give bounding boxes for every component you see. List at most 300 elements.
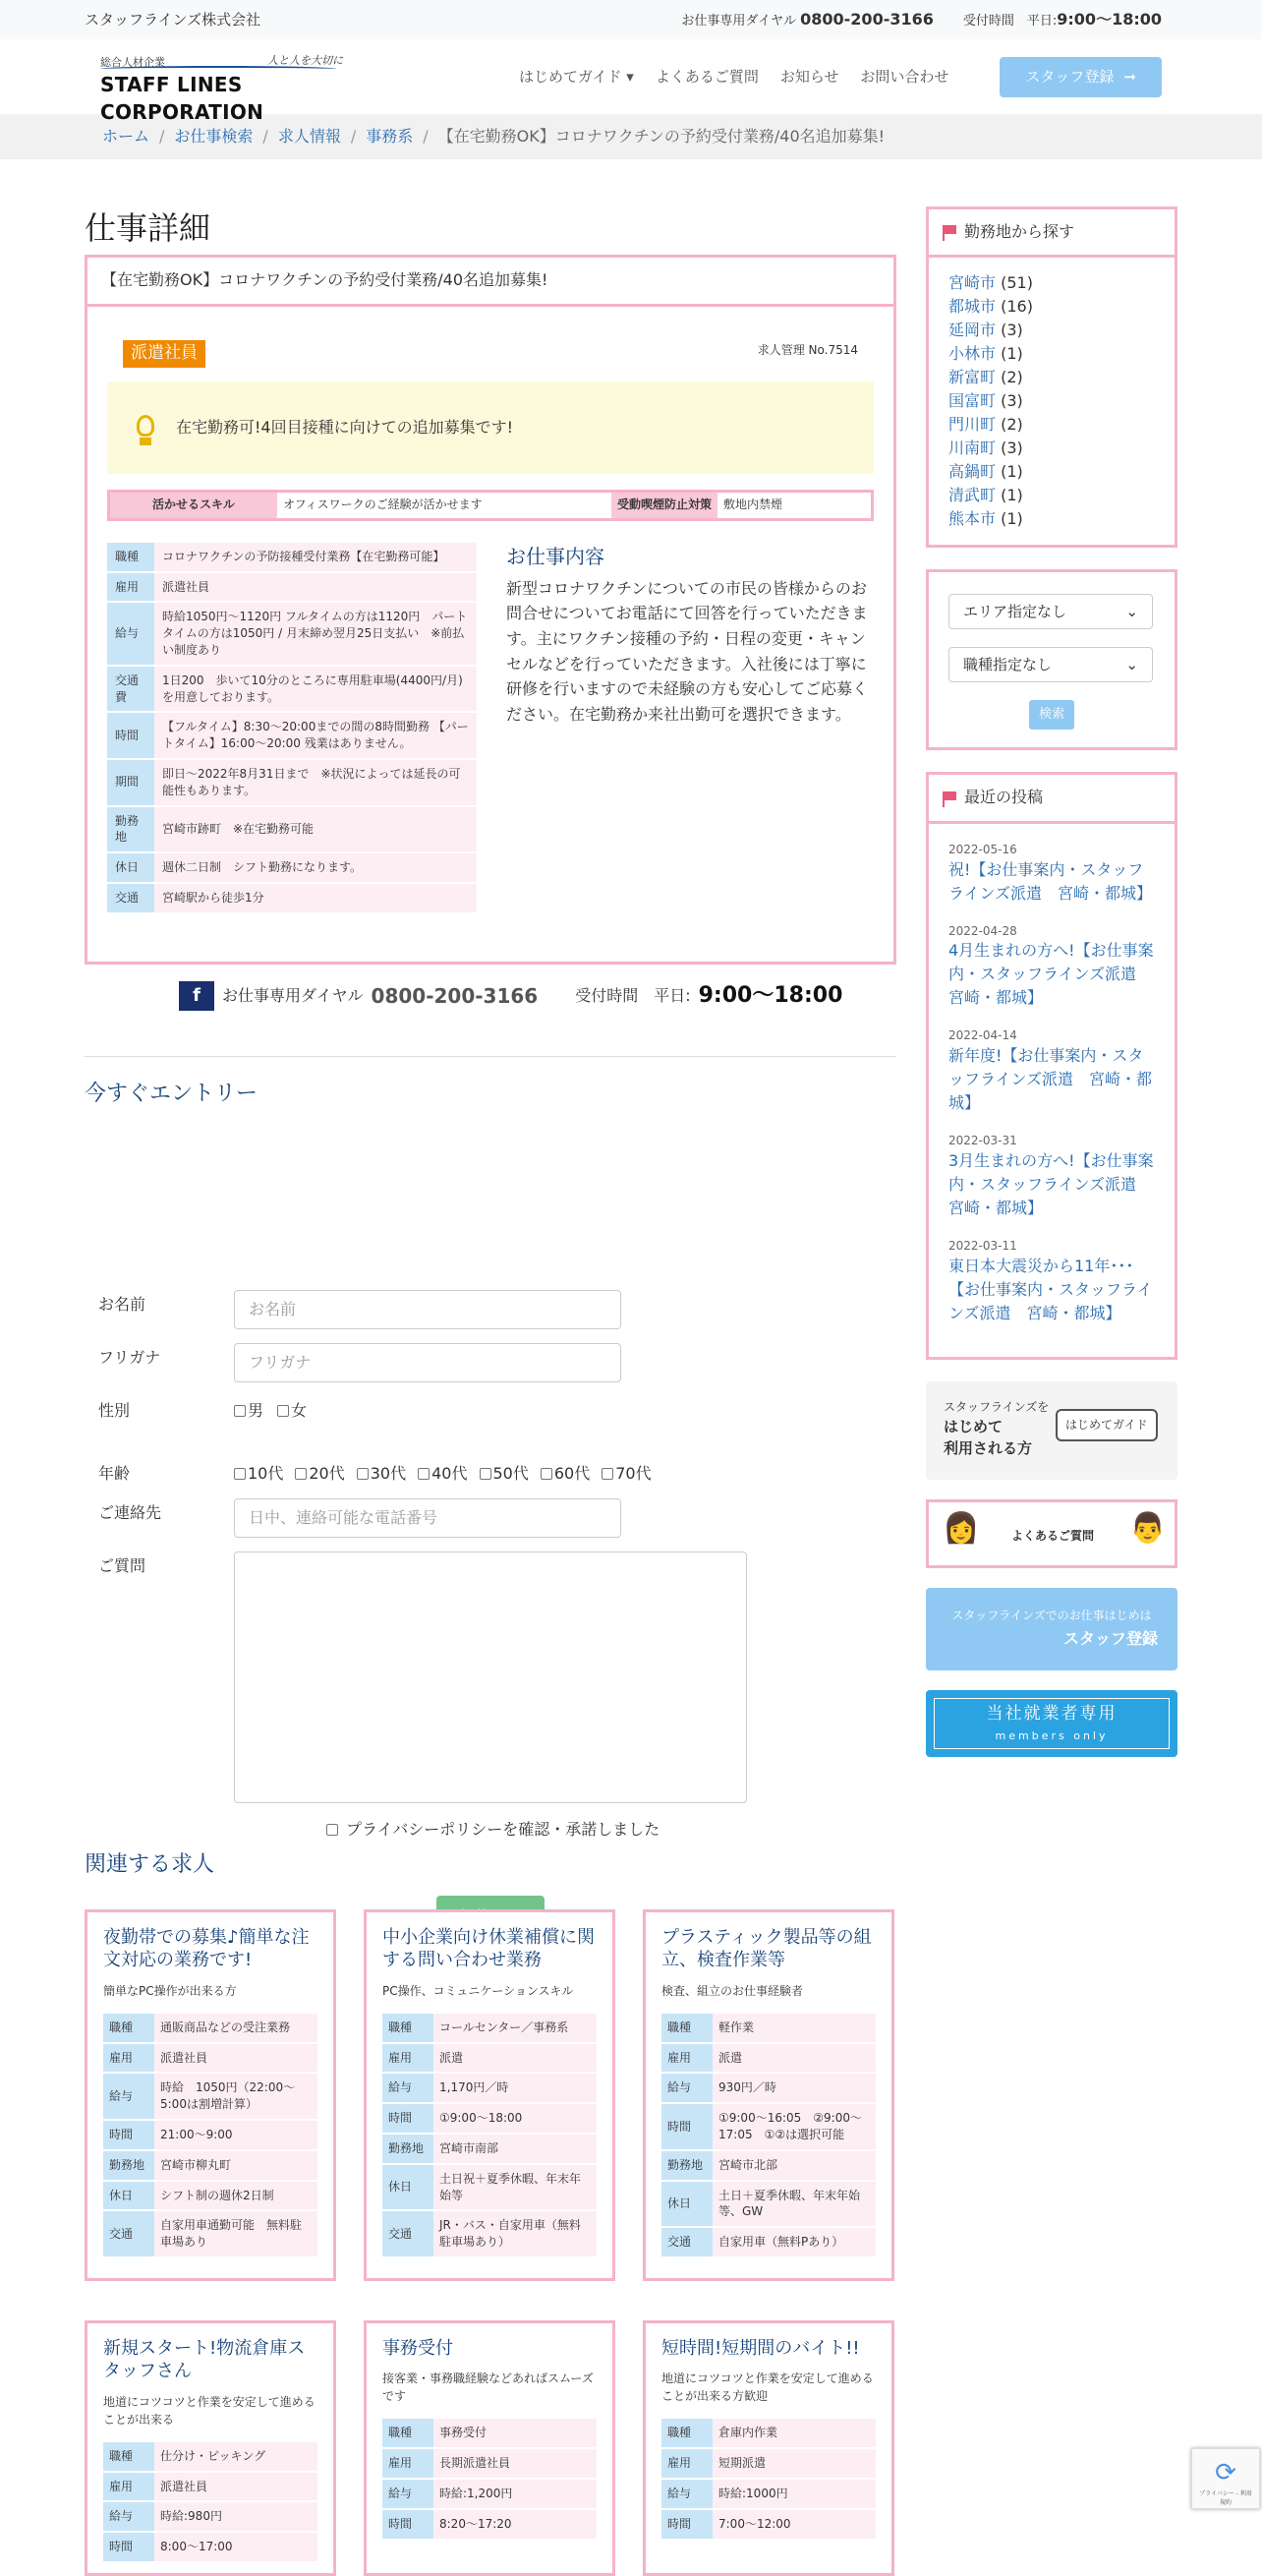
crumb-home[interactable]: ホーム	[102, 126, 150, 146]
card-title[interactable]: 中小企業向け休業補償に関する問い合わせ業務	[382, 1927, 595, 1971]
card-key: 勤務地	[103, 2150, 154, 2181]
area-link[interactable]: 宮崎市	[948, 273, 997, 293]
card-key: 職種	[103, 2442, 154, 2472]
card-row	[661, 2509, 876, 2540]
card-value: JR・バス・自家用車（無料駐車場あり）	[433, 2210, 597, 2257]
age-option-label: 20代	[309, 1464, 345, 1483]
area-count: (3)	[996, 439, 1023, 458]
phone-banner	[179, 981, 842, 1012]
card-value: 時給:980円	[154, 2501, 317, 2532]
top-bar	[0, 0, 1262, 39]
post-date: 2022-04-14	[948, 1028, 1017, 1043]
area-link[interactable]: 門川町	[948, 415, 997, 435]
related-title: 関連する求人	[85, 1852, 215, 1877]
entry-form	[85, 1080, 896, 1839]
spec-key: 交通	[107, 883, 154, 913]
card-key: 職種	[103, 2014, 154, 2043]
post-item	[948, 1238, 1155, 1325]
card-key: 勤務地	[382, 2134, 433, 2164]
card-value: 派遣	[433, 2043, 597, 2074]
card-key: 休日	[382, 2164, 433, 2211]
card-row	[661, 2073, 876, 2103]
age-option[interactable]	[480, 1463, 529, 1485]
dial-label: お仕事専用ダイヤル	[681, 13, 796, 29]
card-row	[382, 2479, 597, 2509]
card-subtitle: 検査、組立のお仕事経験者	[661, 1983, 804, 1998]
reg-line1: スタッフラインズでのお仕事はじめは	[951, 1608, 1152, 1622]
card-value: 宮崎市柳丸町	[154, 2150, 317, 2181]
card-value: 自家用車通勤可能 無料駐車場あり	[154, 2210, 317, 2257]
card-spec-table	[382, 2014, 597, 2258]
card-subtitle: 接客業・事務職経験などあればスムーズです	[382, 2371, 594, 2404]
spec-row	[107, 759, 477, 806]
register-label: スタッフ登録	[1025, 67, 1115, 86]
card-key: 給与	[382, 2479, 433, 2509]
card-row	[382, 2509, 597, 2540]
chevron-down-icon: ⌄	[1125, 655, 1138, 673]
privacy-checkbox[interactable]	[326, 1819, 660, 1841]
nav-faq[interactable]: よくあるご質問	[655, 67, 759, 86]
area-item	[948, 460, 1155, 484]
smoke-value: 敷地内禁煙	[723, 498, 783, 512]
spec-value: 宮崎駅から徒歩1分	[154, 883, 477, 913]
area-link[interactable]: 高鍋町	[948, 462, 997, 482]
guide-line2: はじめて	[944, 1417, 1004, 1435]
skill-value: オフィスワークのご経験が活かせます	[283, 498, 483, 512]
card-subtitle: PC操作、コミュニケーションスキル	[382, 1983, 574, 1998]
age-option-label: 10代	[248, 1464, 284, 1483]
area-item	[948, 484, 1155, 507]
job-highlight	[107, 381, 874, 474]
card-key: 給与	[661, 2479, 713, 2509]
age-option-label: 50代	[492, 1464, 529, 1483]
skill-label: 活かせるスキル	[110, 493, 277, 518]
hours-value: 9:00〜18:00	[1057, 9, 1162, 29]
gender-options	[234, 1400, 307, 1422]
chevron-down-icon: ⌄	[1125, 602, 1138, 620]
area-link[interactable]: 小林市	[948, 344, 997, 364]
gender-female[interactable]: 女	[277, 1400, 307, 1422]
post-link[interactable]: 4月生まれの方へ!【お仕事案内・スタッフラインズ派遣 宮崎・都城】	[948, 941, 1154, 1008]
related-job-card[interactable]	[85, 1909, 336, 2281]
card-value: 通販商品などの受注業務	[154, 2014, 317, 2043]
spec-key: 給与	[107, 602, 154, 665]
spec-key: 雇用	[107, 572, 154, 603]
card-subtitle: 簡単なPC操作が出来る方	[103, 1983, 237, 1998]
spec-value: コロナワクチンの予防接種受付業務【在宅勤務可能】	[154, 543, 477, 572]
post-link[interactable]: 新年度!【お仕事案内・スタッフラインズ派遣 宮崎・都城】	[948, 1046, 1153, 1113]
related-job-card[interactable]	[85, 2320, 336, 2576]
card-spec-table	[661, 2419, 876, 2540]
card-row	[382, 2210, 597, 2257]
spec-row	[107, 666, 477, 713]
job-title: 【在宅勤務OK】コロナワクチンの予約受付業務/40名追加募集!	[87, 258, 893, 307]
area-item	[948, 389, 1155, 413]
card-row	[103, 2150, 317, 2181]
crumb-category[interactable]: 事務系	[366, 126, 414, 146]
spec-value: 週休二日制 シフト勤務になります。	[154, 852, 477, 883]
area-link[interactable]: 国富町	[948, 391, 997, 411]
card-value: 派遣	[713, 2043, 876, 2074]
card-subtitle: 地道にコツコツと作業を安定して進めることが出来る	[103, 2394, 316, 2427]
card-value: 7:00〜12:00	[713, 2509, 876, 2540]
age-option-label: 60代	[553, 1464, 591, 1483]
card-row	[661, 2448, 876, 2479]
age-option[interactable]	[602, 1463, 651, 1485]
card-row	[103, 2073, 317, 2120]
card-value: 宮崎市南部	[433, 2134, 597, 2164]
privacy-label: プライバシーポリシーを確認・承諾しました	[346, 1820, 660, 1839]
crumb-current: 【在宅勤務OK】コロナワクチンの予約受付業務/40名追加募集!	[437, 126, 886, 146]
gender-male[interactable]: 男	[234, 1400, 263, 1422]
kana-input[interactable]: フリガナ	[234, 1343, 621, 1382]
area-count: (3)	[996, 321, 1023, 340]
work-description	[506, 543, 880, 728]
card-spec-table	[661, 2014, 876, 2258]
name-input[interactable]: お名前	[234, 1290, 621, 1329]
area-count: (1)	[996, 509, 1023, 529]
card-value: 時給 1050円（22:00〜5:00は割増計算）	[154, 2073, 317, 2120]
card-row	[661, 2479, 876, 2509]
card-key: 雇用	[661, 2448, 713, 2479]
card-value: 派遣社員	[154, 2472, 317, 2502]
spec-row	[107, 572, 477, 603]
spec-row	[107, 806, 477, 853]
card-key: 交通	[382, 2210, 433, 2257]
card-key: 休日	[103, 2181, 154, 2211]
recaptcha-text: プライバシー - 利用規約	[1199, 2490, 1252, 2506]
members-line1: 当社就業者専用	[986, 1704, 1118, 1725]
spec-row	[107, 852, 477, 883]
spec-key: 職種	[107, 543, 154, 572]
card-key: 交通	[661, 2227, 713, 2257]
card-row	[382, 2103, 597, 2134]
dial-number[interactable]: 0800-200-3166	[800, 9, 934, 29]
faq-banner[interactable]	[926, 1499, 1177, 1568]
card-value: コールセンター／事務系	[433, 2014, 597, 2043]
logo-tagline: 人と人を大切に	[267, 54, 343, 67]
card-row	[661, 2014, 876, 2043]
spec-row	[107, 712, 477, 759]
post-link[interactable]: 東日本大震災から11年･･･【お仕事案内・スタッフラインズ派遣 宮崎・都城】	[948, 1256, 1153, 1322]
card-key: 職種	[382, 2014, 433, 2043]
card-value: 時給:1000円	[713, 2479, 876, 2509]
job-number: 求人管理 No.7514	[757, 342, 858, 357]
caret-down-icon: ▾	[626, 67, 634, 86]
phone-hours: 9:00〜18:00	[698, 983, 843, 1008]
area-count: (3)	[996, 391, 1023, 411]
area-item	[948, 413, 1155, 437]
sidebar	[926, 206, 1177, 1757]
card-row	[661, 2419, 876, 2448]
card-key: 給与	[382, 2073, 433, 2103]
card-value: 事務受付	[433, 2419, 597, 2448]
posts-title: 最近の投稿	[964, 788, 1044, 807]
spec-row	[107, 602, 477, 665]
area-count: (51)	[996, 273, 1033, 293]
card-row	[103, 2181, 317, 2211]
age-option[interactable]	[295, 1463, 344, 1485]
divider	[85, 1056, 896, 1057]
card-value: 仕分け・ピッキング	[154, 2442, 317, 2472]
kana-label: フリガナ	[98, 1348, 161, 1367]
recaptcha-badge[interactable]	[1191, 2448, 1260, 2509]
card-row	[103, 2014, 317, 2043]
contact-label: ご連絡先	[98, 1503, 162, 1522]
card-row	[661, 2227, 876, 2257]
work-body: 新型コロナワクチンについての市民の皆様からのお問合せについてお電話にて回答を行っていただきます。主にワクチン接種の予約・日程の変更・キャンセルなどを行っていただきます。入社後には丁寧に研修を行いますので未経験の方も安心してご応募ください。在宅勤務か来社出勤可を選択できます。	[506, 578, 869, 724]
card-row	[661, 2103, 876, 2150]
card-key: 給与	[103, 2501, 154, 2532]
post-item	[948, 1133, 1155, 1220]
employment-badge: 派遣社員	[123, 340, 205, 368]
card-value: 930円／時	[713, 2073, 876, 2103]
card-row	[103, 2532, 317, 2562]
search-button[interactable]: 検索	[1029, 700, 1074, 730]
person-icon: 👨	[1129, 1510, 1167, 1546]
post-link[interactable]: 3月生まれの方へ!【お仕事案内・スタッフラインズ派遣 宮崎・都城】	[948, 1150, 1154, 1217]
card-key: 給与	[103, 2073, 154, 2120]
gender-label: 性別	[98, 1401, 131, 1420]
card-value: 短期派遣	[713, 2448, 876, 2479]
card-row	[103, 2442, 317, 2472]
job-spec-table	[107, 543, 477, 914]
area-link[interactable]: 都城市	[948, 297, 997, 317]
card-row	[103, 2120, 317, 2150]
area-link[interactable]: 清武町	[948, 486, 997, 505]
spec-row	[107, 543, 477, 572]
card-value: 倉庫内作業	[713, 2419, 876, 2448]
smoke-label: 受動喫煙防止対策	[611, 493, 717, 518]
card-row	[661, 2181, 876, 2228]
age-option[interactable]	[418, 1463, 467, 1485]
lightbulb-icon	[129, 405, 162, 450]
age-option[interactable]	[357, 1463, 406, 1485]
card-value: 1,170円／時	[433, 2073, 597, 2103]
spec-value: 1日200 歩いて10分のところに専用駐車場(4400円/月)を用意しております。	[154, 666, 477, 713]
crumb-search[interactable]: お仕事検索	[174, 126, 254, 146]
spec-key: 勤務地	[107, 806, 154, 853]
guide-banner[interactable]	[926, 1381, 1177, 1480]
card-key: 雇用	[103, 2472, 154, 2502]
post-date: 2022-03-31	[948, 1134, 1017, 1148]
post-item	[948, 923, 1155, 1011]
card-row	[103, 2472, 317, 2502]
post-link[interactable]: 祝!【お仕事案内・スタッフラインズ派遣 宮崎・都城】	[948, 859, 1153, 903]
post-item	[948, 842, 1155, 906]
spec-key: 期間	[107, 759, 154, 806]
area-link[interactable]: 延岡市	[948, 321, 997, 340]
flag-icon	[943, 225, 956, 239]
posts-box	[926, 772, 1177, 1359]
card-title[interactable]: 新規スタート!物流倉庫スタッフさん	[103, 2338, 306, 2382]
area-item	[948, 295, 1155, 319]
card-key: 時間	[382, 2103, 433, 2134]
area-link[interactable]: 熊本市	[948, 509, 997, 529]
card-value: シフト制の週休2日制	[154, 2181, 317, 2211]
crumb-jobs[interactable]: 求人情報	[277, 126, 341, 146]
card-value: 21:00〜9:00	[154, 2120, 317, 2150]
age-option[interactable]	[234, 1463, 283, 1485]
area-item	[948, 271, 1155, 295]
card-value: 時給:1,200円	[433, 2479, 597, 2509]
area-item	[948, 366, 1155, 389]
name-label: お名前	[98, 1295, 146, 1314]
card-title[interactable]: 事務受付	[382, 2338, 453, 2359]
age-option-label: 70代	[615, 1464, 652, 1483]
topbar-contact	[681, 9, 1162, 30]
age-option-label: 40代	[431, 1464, 468, 1483]
card-spec-table	[103, 2014, 317, 2258]
age-option[interactable]	[541, 1463, 590, 1485]
filter-box	[926, 569, 1177, 750]
area-item	[948, 507, 1155, 531]
card-value: 8:20〜17:20	[433, 2509, 597, 2540]
card-value: ①9:00〜16:05 ②9:00〜17:05 ①②は選択可能	[713, 2103, 876, 2150]
card-key: 時間	[661, 2103, 713, 2150]
phone-hours-label: 受付時間 平日:	[575, 986, 691, 1006]
nav-guide-label: はじめてガイド	[518, 67, 622, 86]
card-key: 雇用	[382, 2448, 433, 2479]
post-date: 2022-04-28	[948, 923, 1017, 938]
card-row	[103, 2501, 317, 2532]
card-row	[661, 2043, 876, 2074]
card-key: 職種	[661, 2014, 713, 2043]
post-date: 2022-03-11	[948, 1238, 1017, 1253]
guide-line1: スタッフラインズを	[944, 1399, 1050, 1414]
highlight-text: 在宅勤務可!4回目接種に向けての追加募集です!	[176, 417, 514, 437]
area-link[interactable]: 川南町	[948, 439, 997, 458]
card-row	[103, 2043, 317, 2074]
card-value: ①9:00〜18:00	[433, 2103, 597, 2134]
freedial-icon: f	[179, 981, 214, 1011]
person-icon: 👩	[943, 1510, 980, 1546]
breadcrumb: ホーム / お仕事検索 / 求人情報 / 事務系 / 【在宅勤務OK】コロナワクチンの予約受付業務/40名追加募集!	[0, 114, 1262, 159]
card-key: 時間	[382, 2509, 433, 2540]
card-key: 時間	[103, 2532, 154, 2562]
site-logo[interactable]	[100, 51, 346, 124]
question-label: ご質問	[98, 1556, 146, 1575]
spec-key: 交通費	[107, 666, 154, 713]
card-value: 長期派遣社員	[433, 2448, 597, 2479]
card-key: 雇用	[382, 2043, 433, 2074]
entry-title: 今すぐエントリー	[85, 1082, 258, 1106]
card-value: 8:00〜17:00	[154, 2532, 317, 2562]
nav-guide[interactable]	[519, 67, 634, 88]
area-select[interactable]: エリア指定なし ⌄	[948, 594, 1153, 629]
related-job-card[interactable]	[643, 1909, 894, 2281]
spec-key: 休日	[107, 852, 154, 883]
nav-menu	[519, 57, 1162, 97]
card-value: 宮崎市北部	[713, 2150, 876, 2181]
logo-line1: 総合人材企業	[100, 56, 165, 69]
card-row	[382, 2043, 597, 2074]
related-job-card[interactable]	[364, 2320, 615, 2576]
area-count: (1)	[996, 462, 1023, 482]
card-key: 雇用	[103, 2043, 154, 2074]
work-title: お仕事内容	[506, 544, 604, 568]
card-row	[661, 2150, 876, 2181]
area-title: 勤務地から探す	[964, 222, 1075, 241]
card-row	[382, 2419, 597, 2448]
posts-list	[929, 824, 1175, 1357]
card-title[interactable]: 短時間!短期間のバイト!!	[661, 2338, 860, 2359]
post-item	[948, 1027, 1155, 1115]
card-title[interactable]: 夜勤帯での募集♪簡単な注文対応の業務です!	[103, 1927, 310, 1971]
area-count: (1)	[996, 486, 1023, 505]
card-value: 土日＋夏季休暇、年末年始等、GW	[713, 2181, 876, 2228]
company-name: スタッフラインズ株式会社	[85, 10, 261, 29]
area-item	[948, 342, 1155, 366]
staff-register-button[interactable]	[1000, 57, 1162, 97]
card-spec-table	[382, 2419, 597, 2540]
card-key: 職種	[661, 2419, 713, 2448]
card-key: 職種	[382, 2419, 433, 2448]
card-row	[382, 2164, 597, 2211]
card-key: 交通	[103, 2210, 154, 2257]
post-date: 2022-05-16	[948, 842, 1017, 856]
nav-contact[interactable]: お問い合わせ	[860, 67, 949, 86]
related-job-card[interactable]	[364, 1909, 615, 2281]
phone-number[interactable]: 0800-200-3166	[371, 984, 539, 1009]
hours-label: 受付時間 平日:	[962, 13, 1058, 29]
question-textarea[interactable]	[234, 1551, 747, 1803]
card-key: 休日	[661, 2181, 713, 2228]
card-spec-table	[103, 2442, 317, 2563]
area-list	[929, 258, 1175, 545]
arrow-right-icon: ➞	[1123, 67, 1136, 86]
area-count: (2)	[996, 415, 1023, 435]
related-jobs	[85, 1850, 896, 2554]
contact-input[interactable]: 日中、連絡可能な電話番号	[234, 1498, 621, 1538]
faq-label: よくあるご質問	[1011, 1528, 1095, 1543]
spec-value: 宮崎市跡町 ※在宅勤務可能	[154, 806, 477, 853]
related-job-card[interactable]	[643, 2320, 894, 2576]
spec-value: 即日〜2022年8月31日まで ※状況によっては延長の可能性もあります。	[154, 759, 477, 806]
spec-value: 派遣社員	[154, 572, 477, 603]
reg-line2: スタッフ登録	[1062, 1628, 1158, 1648]
card-row	[103, 2210, 317, 2257]
age-label: 年齢	[98, 1464, 131, 1483]
skills-row	[107, 490, 874, 521]
area-item	[948, 319, 1155, 342]
guide-button-label: はじめてガイド	[1056, 1409, 1158, 1441]
card-value: 土日祝＋夏季休暇、年末年始等	[433, 2164, 597, 2211]
spec-value: 【フルタイム】8:30〜20:00までの間の8時間勤務 【パートタイム】16:00〜20:00 残業はありません。	[154, 712, 477, 759]
nav-news[interactable]: お知らせ	[779, 67, 839, 86]
age-option-label: 30代	[370, 1464, 407, 1483]
job-select[interactable]: 職種指定なし ⌄	[948, 647, 1153, 682]
spec-value: 時給1050円〜1120円 フルタイムの方は1120円 パートタイムの方は1050円 / 月末締め翌月25日支払い ※前払い制度あり	[154, 602, 477, 665]
card-row	[382, 2014, 597, 2043]
phone-label: お仕事専用ダイヤル	[222, 986, 364, 1006]
members-banner[interactable]	[926, 1690, 1177, 1757]
area-count: (16)	[996, 297, 1033, 317]
card-row	[382, 2134, 597, 2164]
card-title[interactable]: プラスティック製品等の組立、検査作業等	[661, 1927, 872, 1971]
register-banner[interactable]	[926, 1588, 1177, 1670]
flag-icon	[943, 791, 956, 805]
area-link[interactable]: 新富町	[948, 368, 997, 387]
card-value: 軽作業	[713, 2014, 876, 2043]
card-value: 派遣社員	[154, 2043, 317, 2074]
recaptcha-icon: ⟳	[1215, 2458, 1236, 2488]
age-options	[234, 1463, 652, 1485]
area-count: (1)	[996, 344, 1023, 364]
card-key: 雇用	[661, 2043, 713, 2074]
card-subtitle: 地道にコツコツと作業を安定して進めることが出来る方歓迎	[661, 2371, 874, 2404]
card-key: 時間	[661, 2509, 713, 2540]
